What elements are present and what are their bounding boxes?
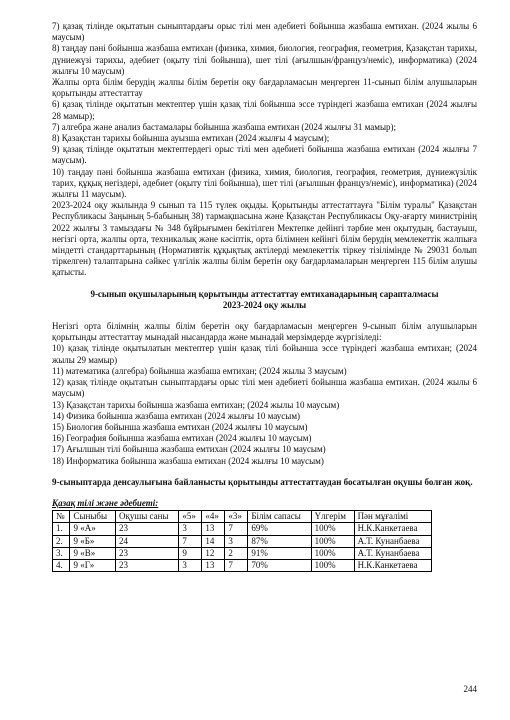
table-row <box>53 547 432 559</box>
paragraph: 6) қазақ тілінде оқытатын мектептер үшін қазақ тілі бойынша эссе түріндегі жазбаша емтихан (2024 жылғы 28 мамыр); <box>52 99 477 121</box>
table-cell: 1. <box>53 523 70 535</box>
page-number: 244 <box>463 684 477 694</box>
table-cell: 3 <box>179 559 202 571</box>
table-caption: Қазақ тілі және әдебиеті: <box>52 497 159 508</box>
paragraph: 7) қазақ тілінде оқытатын сыныптардағы орыс тілі мен әдебиеті бойынша жазбаша емтихан. (2024 жылы 6 маусым) <box>52 21 477 43</box>
table-cell: 9 <box>179 547 202 559</box>
exempt-note: 9-сыныптарда денсаулығына байланысты қорытынды аттестаттаудан босатылған оқушы болған жоқ. <box>52 476 473 487</box>
table-cell: 23 <box>115 559 178 571</box>
table-cell: 2 <box>225 547 248 559</box>
table-cell: 87% <box>248 535 311 547</box>
table-cell: 91% <box>248 547 311 559</box>
table-cell: 13 <box>202 523 225 535</box>
table-row <box>53 559 432 571</box>
table-row <box>53 523 432 535</box>
header-cell: Пән мұғалімі <box>354 511 431 523</box>
table-cell: 100% <box>311 559 354 571</box>
header-cell: «3» <box>225 511 248 523</box>
table-cell: 3. <box>53 547 70 559</box>
exam-item: 16) География бойынша жазбаша емтихан (2024 жылғы 10 маусым) <box>52 433 312 444</box>
table-cell: 14 <box>202 535 225 547</box>
table-header-row <box>53 511 432 523</box>
header-cell: № <box>53 511 70 523</box>
table-cell: 3 <box>179 523 202 535</box>
paragraph: 8) таңдау пәні бойынша жазбаша емтихан (физика, химия, биология, география, геометрия, Қазақстан тарихы, дүниежүзі тарихы, әдебиет (оқыту тілі бойынша), шет тілі (ағылшын/француз/неміс), информатика) (2024 жылғы 10 маусым) <box>52 43 477 76</box>
paragraph: 10) таңдау пәні бойынша жазбаша емтихан (физика, химия, биология, география, геометрия, дүниежүзілік тарих, құқық негіздері, әдебиет (оқыту тілі бойынша), шет тілі (ағылшын француз/неміс), информатика) (2024 жылғы 11 маусым). <box>52 166 477 200</box>
paragraph: 9) қазақ тілінде оқытатын мектептердегі орыс тілі мен әдебиеті бойынша жазбаша емтихан (2024 жылғы 7 маусым). <box>52 144 477 166</box>
table-cell: 4. <box>53 559 70 571</box>
section-subtitle: 2023-2024 оқу жылы <box>222 299 307 310</box>
exam-item: 18) Информатика бойынша жазбаша емтихан (2024 жылғы 10 маусым) <box>52 455 324 466</box>
paragraph: Жалпы орта білім берудің жалпы білім беретін оқу бағдарламасын меңгерген 11-сынып білім алушыларын қорытынды аттестаттау <box>52 77 477 99</box>
exam-item: 14) Физика бойынша жазбаша емтихан (2024 жылғы 10 маусым) <box>52 410 301 421</box>
paragraph: 8) Қазақстан тарихы бойынша ауызша емтихан (2024 жылғы 4 маусым); <box>52 133 330 144</box>
exam-item: 11) математика (алгебра) бойынша жазбаша емтихан; (2024 жылы 3 маусым) <box>52 365 347 376</box>
table-cell: 70% <box>248 559 311 571</box>
table-cell: 12 <box>202 547 225 559</box>
exam-item: 17) Ағылшын тілі бойынша жазбаша емтихан (2024 жылғы 10 маусым) <box>52 444 326 455</box>
intro-paragraph: Негізгі орта білімнің жалпы білім беретін оқу бағдарламасын меңгерген 9-сынып білім алушыларын қорытынды аттестаттау мынадай нысандарда және мынадай мерзімдерде жүргізіледі: <box>52 321 477 343</box>
table-cell: 100% <box>311 523 354 535</box>
table-cell: А.Т. Кунанбаева <box>354 535 431 547</box>
table-cell: 23 <box>115 523 178 535</box>
exam-item: 15) Биология бойынша жазбаша емтихан (2024 жылғы 10 маусым) <box>52 421 308 432</box>
header-cell: «5» <box>179 511 202 523</box>
table-cell: 7 <box>225 523 248 535</box>
table-cell: Н.К.Канкетаева <box>354 523 431 535</box>
exam-item: 10) қазақ тілінде оқытылатын мектептер үшін қазақ тілі бойынша эссе түріндегі жазбаша емтихан; (2024 жылы 29 мамыр) <box>52 343 477 365</box>
header-cell: Білім сапасы <box>248 511 311 523</box>
paragraph: 2023-2024 оқу жылында 9 сынып та 115 түлек оқыды. Қорытынды аттестаттауға "Білім туралы" Қазақстан Республикасы Заңының 5-бабының 38) тармақшасына және Қазақстан Республикасы Оқу-ағарту министрінің 2022 жылғы 3 тамыздағы № 348 бұйрығымен бекітілген Мектепке дейінгі тәрбие мен оқытудың, бастауыш, негізгі орта, жалпы орта, техникалық және кәсіптік, орта білімнен кейінгі білім берудің мемлекеттік жалпыға міндетті стандарттарының (Нормативтік құқықтық актілерді мемлекеттік тіркеу тізілімінде № 29031 болып тіркелген) талаптарына сәйкес үлгілік жалпы білім беретін оқу бағдарламаларын меңгерген 115 білім алушы қатысты. <box>52 200 477 278</box>
table-cell: 9 «В» <box>70 547 115 559</box>
table-cell: 7 <box>179 535 202 547</box>
table-cell: 3 <box>225 535 248 547</box>
table-cell: Н.К.Канкетаева <box>354 559 431 571</box>
results-table <box>52 510 432 572</box>
table-cell: 23 <box>115 547 178 559</box>
table-cell: 69% <box>248 523 311 535</box>
table-cell: 9 «А» <box>70 523 115 535</box>
header-cell: Сыныбы <box>70 511 115 523</box>
header-cell: «4» <box>202 511 225 523</box>
table-cell: 9 «Г» <box>70 559 115 571</box>
table-row <box>53 535 432 547</box>
header-cell: Оқушы саны <box>115 511 178 523</box>
table-cell: А.Т. Кунанбаева <box>354 547 431 559</box>
table-cell: 7 <box>225 559 248 571</box>
table-cell: 100% <box>311 535 354 547</box>
section-title: 9-сынып оқушыларының қорытынды аттестаттау емтиханадарының сарапталмасы <box>90 288 439 299</box>
table-cell: 9 «Б» <box>70 535 115 547</box>
paragraph: 7) алгебра және анализ бастамалары бойынша жазбаша емтихан (2024 жылғы 31 мамыр); <box>52 121 397 132</box>
table-cell: 13 <box>202 559 225 571</box>
exam-item: 12) қазақ тілінде оқытатын сыныптардағы орыс тілі мен әдебиеті бойынша жазбаша емтихан. (2024 жылы 6 маусым) <box>52 377 477 399</box>
exam-item: 13) Қазақстан тарихы бойынша жазбаша емтихан; (2024 жылы 10 маусым) <box>52 399 340 410</box>
table-cell: 2. <box>53 535 70 547</box>
table-cell: 24 <box>115 535 178 547</box>
header-cell: Үлгерім <box>311 511 354 523</box>
table-cell: 100% <box>311 547 354 559</box>
